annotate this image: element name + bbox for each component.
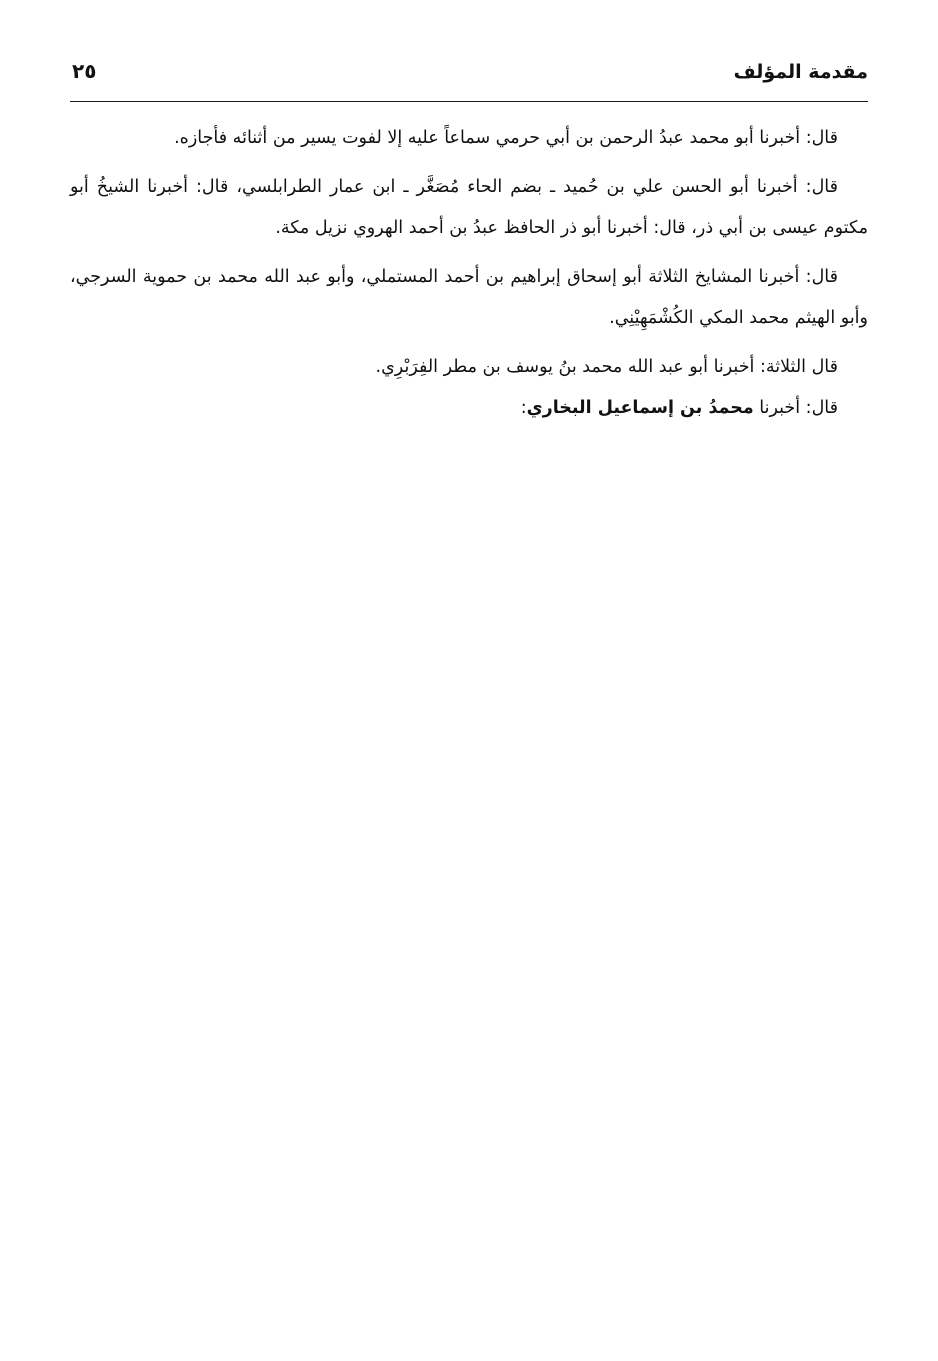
chapter-title: مقدمة المؤلف — [733, 61, 868, 83]
paragraph-5-prefix: قال: أخبرنا — [753, 398, 838, 418]
paragraph-5-suffix: : — [520, 398, 527, 418]
paragraph-1: قال: أخبرنا أبو محمد عبدُ الرحمن بن أبي حرمي سماعاً عليه إلا لفوت يسير من أثنائه فأجازه. — [174, 128, 838, 148]
paragraph-2: قال: أخبرنا أبو الحسن علي بن حُميد ـ بضم الحاء مُصَغَّر ـ ابن عمار الطرابلسي، قال: أخبرنا الشيخُ أبو مكتوم عيسى بن أبي ذر، قال: أخبرنا أبو ذر الحافظ عبدُ بن أحمد الهروي نزيل مكة. — [70, 177, 868, 238]
body-text — [70, 118, 868, 429]
paragraph-5 — [70, 388, 868, 429]
running-header — [70, 55, 868, 102]
author-name: محمدُ بن إسماعيل البخاري — [526, 398, 754, 418]
paragraph-4: قال الثلاثة: أخبرنا أبو عبد الله محمد بنُ يوسف بن مطر الفِرَبْرِي. — [375, 357, 838, 377]
paragraph-3: قال: أخبرنا المشايخ الثلاثة أبو إسحاق إبراهيم بن أحمد المستملي، وأبو عبد الله محمد بن حموية السرجي، وأبو الهيثم محمد المكي الكُشْمَهِيْنِي. — [70, 267, 868, 328]
page-number: ٢٥ — [72, 59, 97, 83]
